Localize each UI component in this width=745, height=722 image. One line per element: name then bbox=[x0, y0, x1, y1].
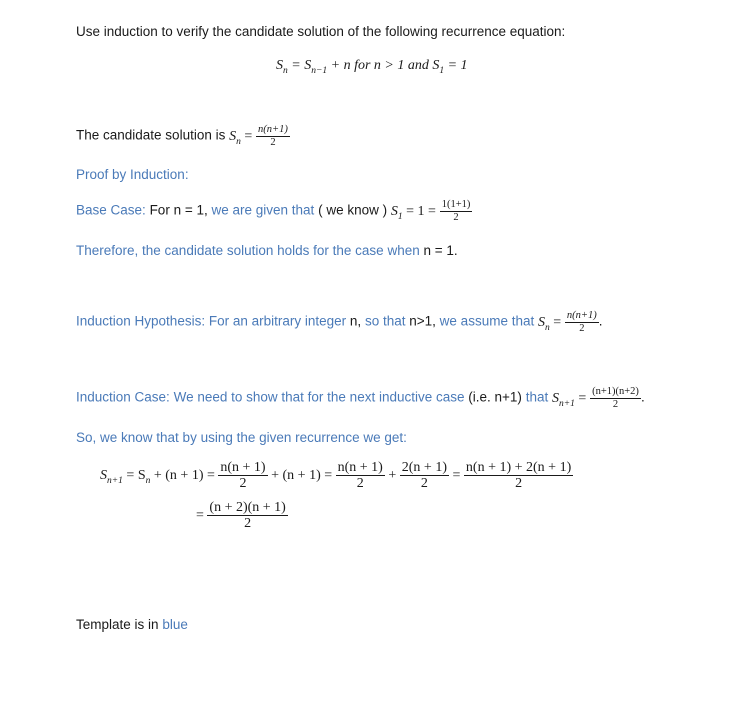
therefore-text bbox=[76, 243, 458, 258]
hyp-end: . bbox=[598, 313, 603, 329]
der-f1-den: 2 bbox=[239, 476, 247, 492]
candidate-sub: n bbox=[236, 136, 241, 147]
hyp-den: 2 bbox=[579, 322, 585, 334]
rec-rhs-c: = 1 bbox=[447, 58, 468, 73]
candidate-num: n(n+1) bbox=[258, 124, 288, 135]
base-we-know: we know bbox=[326, 202, 379, 218]
case-paren: (i.e. n+1) bbox=[468, 389, 522, 405]
base-eq: = 1 = bbox=[402, 203, 436, 219]
base-paren-close: ) bbox=[382, 202, 388, 218]
der-s1: S bbox=[100, 468, 107, 484]
base-sym: S bbox=[390, 203, 398, 219]
der-t5: = bbox=[452, 468, 461, 484]
so-we-know: So, we know that by using the given recurrence we get: bbox=[76, 430, 407, 445]
case-sub: n+1 bbox=[559, 398, 575, 409]
candidate-prefix: The candidate solution is bbox=[76, 127, 226, 143]
hyp-label: Induction Hypothesis: bbox=[76, 313, 206, 329]
der-f4-den: 2 bbox=[515, 476, 523, 492]
der-frac-5 bbox=[207, 500, 287, 532]
hyp-sym: S bbox=[537, 314, 545, 330]
rec-rhs-a: = S bbox=[291, 58, 312, 73]
candidate-den: 2 bbox=[270, 136, 276, 148]
hyp-cond: n>1, bbox=[409, 313, 436, 329]
base-den: 2 bbox=[453, 211, 459, 223]
case-eq: = bbox=[574, 390, 587, 406]
rec-rhs-b: + n for n > 1 and S bbox=[330, 58, 440, 73]
der-frac-1 bbox=[218, 460, 267, 492]
base-given: we are given that bbox=[211, 202, 315, 218]
base-label: Base Case: bbox=[76, 202, 146, 218]
recurrence-equation bbox=[276, 58, 468, 76]
der-frac-3 bbox=[400, 460, 449, 492]
derivation-line-1 bbox=[100, 460, 573, 492]
base-case bbox=[76, 199, 472, 223]
candidate-fraction bbox=[256, 124, 290, 148]
case-end: . bbox=[640, 389, 645, 405]
case-that: that bbox=[525, 389, 549, 405]
derivation-line-2 bbox=[196, 500, 288, 532]
base-for: For bbox=[149, 202, 170, 218]
der-f5-num: (n + 2)(n + 1) bbox=[209, 500, 286, 515]
der-t4: + bbox=[388, 468, 397, 484]
base-num: 1(1+1) bbox=[441, 199, 471, 210]
der-f4-num: n(n + 1) + 2(n + 1) bbox=[465, 460, 572, 475]
candidate-sym: S bbox=[229, 128, 237, 144]
hyp-for: For an arbitrary integer bbox=[208, 313, 347, 329]
base-n1: n = 1, bbox=[173, 202, 208, 218]
hyp-num: n(n+1) bbox=[566, 310, 597, 321]
therefore-n1: n = 1. bbox=[423, 243, 458, 258]
case-den: 2 bbox=[612, 398, 619, 410]
case-label: Induction Case: bbox=[76, 389, 170, 405]
der-f2-num: n(n + 1) bbox=[337, 460, 383, 475]
der-f3-num: 2(n + 1) bbox=[401, 460, 447, 475]
rec-rhs-a-sub: n−1 bbox=[311, 65, 328, 76]
base-fraction bbox=[440, 199, 473, 223]
der-s1-sub: n+1 bbox=[107, 475, 123, 486]
case-fraction bbox=[590, 386, 641, 410]
induction-hypothesis bbox=[76, 310, 603, 334]
candidate-eq: = bbox=[240, 128, 253, 144]
hyp-assume: we assume that bbox=[439, 313, 535, 329]
der-frac-2 bbox=[336, 460, 385, 492]
case-need: We need to show that for the next inductive case bbox=[173, 389, 465, 405]
der-t1: = S bbox=[126, 468, 146, 484]
der-f3-den: 2 bbox=[420, 476, 428, 492]
der-t1-sub: n bbox=[145, 475, 151, 486]
rec-rhs-b-sub: 1 bbox=[439, 65, 445, 76]
hyp-n: n, bbox=[349, 313, 362, 329]
der-f1-num: n(n + 1) bbox=[220, 460, 266, 475]
case-sym: S bbox=[552, 390, 559, 406]
base-paren-open: ( bbox=[318, 202, 323, 218]
der-t2: + (n + 1) = bbox=[153, 468, 215, 484]
template-note-text: Template is in bbox=[76, 617, 159, 632]
hyp-fraction bbox=[565, 310, 599, 334]
therefore-main: Therefore, the candidate solution holds for the case when bbox=[76, 243, 420, 258]
template-note bbox=[76, 617, 188, 632]
der-frac-4 bbox=[464, 460, 573, 492]
intro-text: Use induction to verify the candidate solution of the following recurrence equation: bbox=[76, 24, 566, 39]
proof-title: Proof by Induction: bbox=[76, 167, 189, 182]
der-f2-den: 2 bbox=[356, 476, 364, 492]
template-note-blue: blue bbox=[162, 617, 188, 632]
rec-lhs: S bbox=[276, 58, 283, 73]
rec-lhs-sub: n bbox=[283, 65, 288, 76]
candidate-solution bbox=[76, 124, 290, 148]
hyp-eq: = bbox=[549, 314, 562, 330]
hyp-so-that: so that bbox=[364, 313, 406, 329]
hyp-sub: n bbox=[544, 322, 550, 333]
der-t6: = bbox=[196, 508, 204, 524]
case-num: (n+1)(n+2) bbox=[592, 386, 639, 397]
der-t3: + (n + 1) = bbox=[271, 468, 333, 484]
induction-case bbox=[76, 386, 645, 410]
der-f5-den: 2 bbox=[244, 516, 252, 532]
base-sub: 1 bbox=[397, 211, 403, 222]
